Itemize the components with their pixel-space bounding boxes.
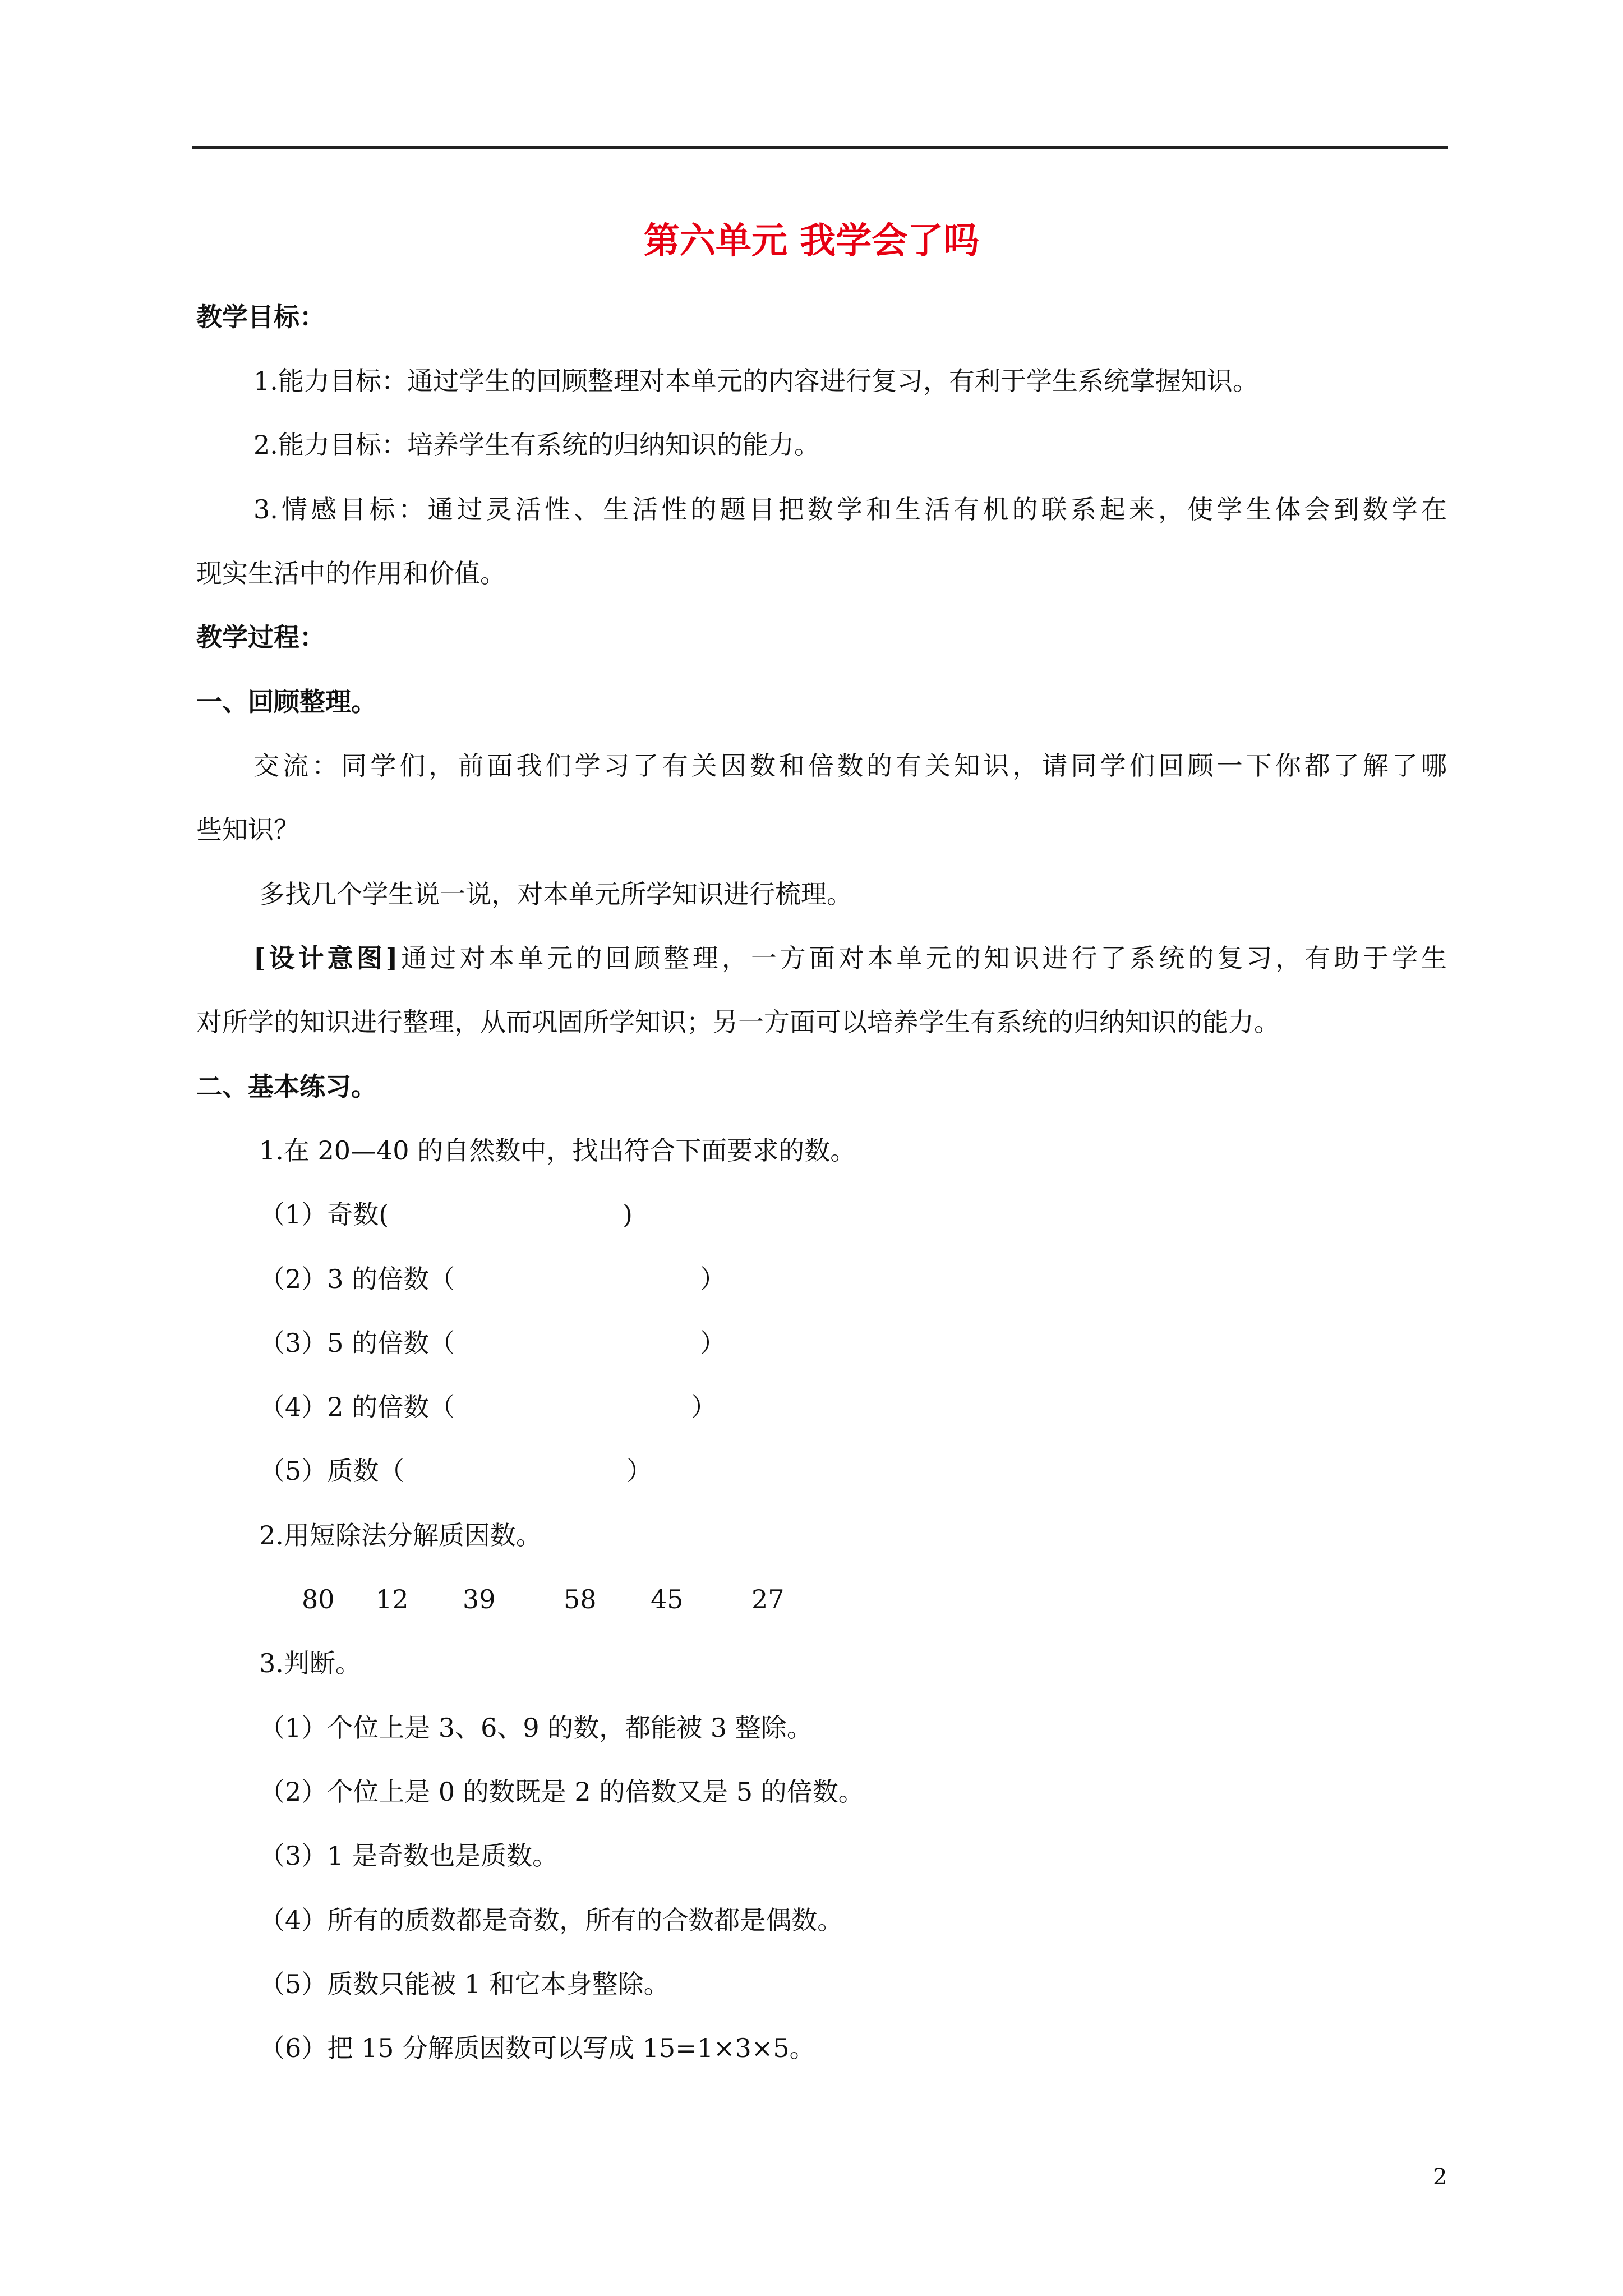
question-3-item-5: （5）质数只能被 1 和它本身整除。 bbox=[259, 1969, 670, 1999]
question-2-numbers bbox=[0, 1584, 1623, 1615]
question-3-item-4: （4）所有的质数都是奇数，所有的合数都是偶数。 bbox=[259, 1905, 843, 1935]
number-item: 80 bbox=[302, 1584, 335, 1614]
question-3-item-1: （1）个位上是 3、6、9 的数，都能被 3 整除。 bbox=[259, 1713, 813, 1743]
number-item: 45 bbox=[651, 1584, 684, 1614]
question-3-item-3: （3）1 是奇数也是质数。 bbox=[259, 1841, 559, 1871]
page-number: 2 bbox=[1433, 2164, 1447, 2190]
number-item: 58 bbox=[564, 1584, 597, 1614]
process-heading: 教学过程： bbox=[196, 622, 325, 652]
design-intent-cont: 对所学的知识进行整理，从而巩固所学知识；另一方面可以培养学生有系统的归纳知识的能力。 bbox=[196, 1007, 1280, 1037]
question-3-item-6: （6）把 15 分解质因数可以写成 15=1×3×5。 bbox=[259, 2033, 815, 2063]
question-1-item-4: （4）2 的倍数（ ） bbox=[259, 1392, 717, 1422]
question-3-stem: 3.判断。 bbox=[259, 1648, 361, 1678]
question-1-item-3: （3）5 的倍数（ ） bbox=[259, 1328, 726, 1358]
number-item: 27 bbox=[751, 1584, 785, 1614]
design-intent-text: 通过对本单元的回顾整理，一方面对本单元的知识进行了系统的复习，有助于学生 bbox=[398, 943, 1447, 973]
goal-1: 1.能力目标：通过学生的回顾整理对本单元的内容进行复习，有利于学生系统掌握知识。 bbox=[253, 366, 1258, 396]
section1-paragraph-1-cont: 些知识？ bbox=[196, 815, 299, 845]
section1-heading: 一、回顾整理。 bbox=[196, 687, 377, 717]
number-item: 12 bbox=[376, 1584, 409, 1614]
design-intent-label: [设计意图] bbox=[253, 943, 398, 973]
question-1-stem: 1.在 20—40 的自然数中，找出符合下面要求的数。 bbox=[259, 1135, 856, 1166]
goal-3-cont: 现实生活中的作用和价值。 bbox=[196, 558, 506, 588]
number-item: 39 bbox=[463, 1584, 496, 1614]
question-1-item-2: （2）3 的倍数（ ） bbox=[259, 1264, 726, 1294]
goals-heading: 教学目标： bbox=[196, 302, 325, 332]
page-title: 第六单元 我学会了吗 bbox=[643, 220, 980, 262]
goal-2: 2.能力目标：培养学生有系统的归纳知识的能力。 bbox=[253, 430, 820, 460]
question-1-item-5: （5）质数（ ） bbox=[259, 1456, 652, 1486]
question-3-item-2: （2）个位上是 0 的数既是 2 的倍数又是 5 的倍数。 bbox=[259, 1777, 864, 1807]
design-intent-paragraph bbox=[253, 942, 1447, 974]
question-1-item-1: （1）奇数( ) bbox=[259, 1199, 633, 1230]
section1-paragraph-2: 多找几个学生说一说，对本单元所学知识进行梳理。 bbox=[259, 879, 852, 909]
goal-3: 3.情感目标：通过灵活性、生活性的题目把数学和生活有机的联系起来，使学生体会到数学在 bbox=[253, 494, 1447, 524]
header-rule bbox=[192, 146, 1448, 149]
question-2-stem: 2.用短除法分解质因数。 bbox=[259, 1520, 542, 1550]
section2-heading: 二、基本练习。 bbox=[196, 1071, 377, 1102]
section1-paragraph-1: 交流：同学们，前面我们学习了有关因数和倍数的有关知识，请同学们回顾一下你都了解了哪 bbox=[253, 751, 1447, 781]
